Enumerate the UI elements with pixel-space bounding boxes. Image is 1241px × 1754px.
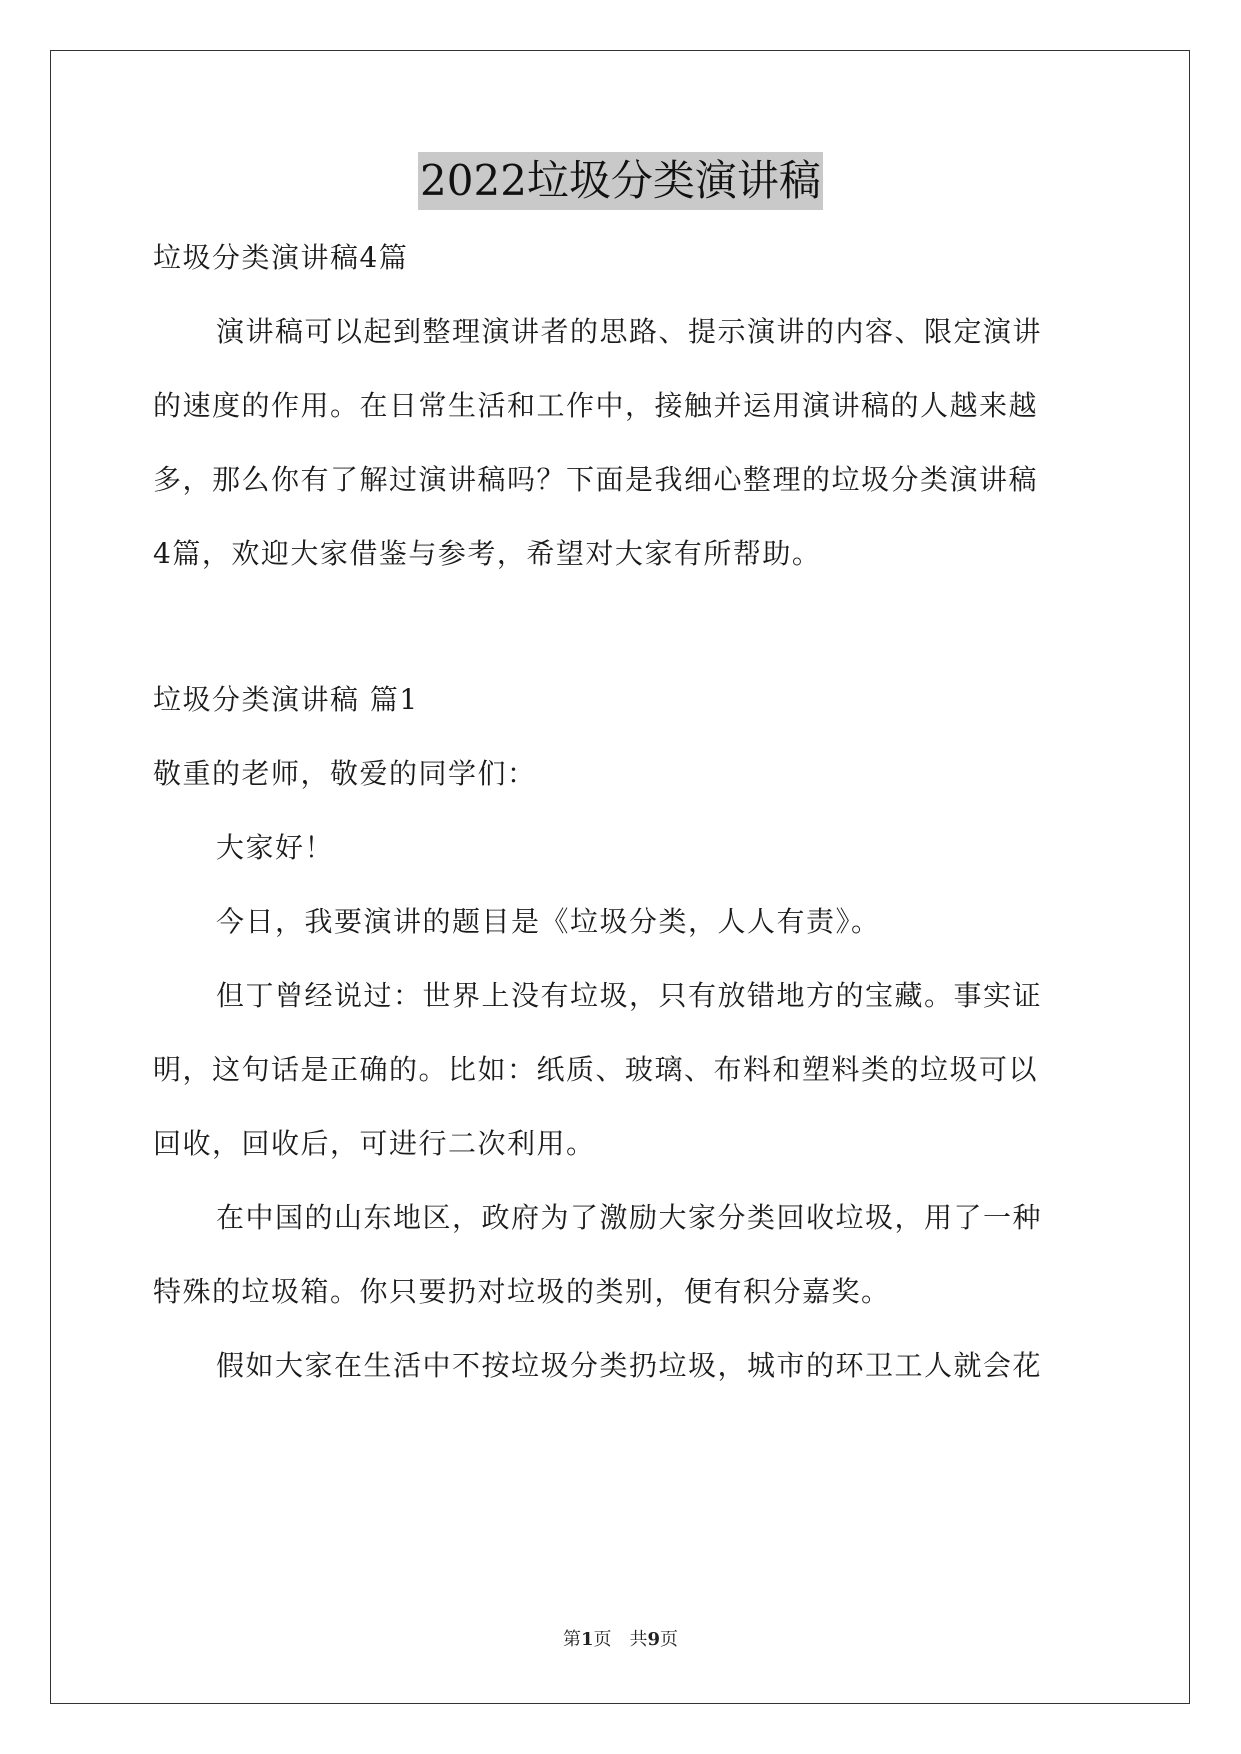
footer-mid: 页 共: [593, 1629, 648, 1650]
paragraph-line: 假如大家在生活中不按垃圾分类扔垃圾，城市的环卫工人就会花: [216, 1349, 1043, 1382]
subtitle-line: 垃圾分类演讲稿4篇: [153, 241, 409, 274]
current-page-number: 1: [580, 1629, 594, 1650]
document-title: 2022垃圾分类演讲稿: [418, 152, 823, 210]
paragraph-line: 在中国的山东地区，政府为了激励大家分类回收垃圾，用了一种: [216, 1201, 1043, 1234]
paragraph-line: 但丁曾经说过：世界上没有垃圾，只有放错地方的宝藏。事实证: [216, 979, 1043, 1012]
paragraph-line: 多，那么你有了解过演讲稿吗？下面是我细心整理的垃圾分类演讲稿: [153, 463, 1039, 496]
footer-prefix: 第: [562, 1629, 581, 1650]
paragraph-line: 明，这句话是正确的。比如：纸质、玻璃、布料和塑料类的垃圾可以: [153, 1053, 1039, 1086]
paragraph-line: 演讲稿可以起到整理演讲者的思路、提示演讲的内容、限定演讲: [216, 315, 1043, 348]
paragraph-line: 今日，我要演讲的题目是《垃圾分类，人人有责》。: [216, 905, 881, 938]
title-container: [0, 152, 1241, 210]
paragraph-line: 的速度的作用。在日常生活和工作中，接触并运用演讲稿的人越来越: [153, 389, 1039, 422]
salutation-line: 敬重的老师，敬爱的同学们：: [153, 757, 537, 790]
page-border: [50, 50, 1190, 1704]
footer-suffix: 页: [660, 1629, 679, 1650]
section-heading: 垃圾分类演讲稿 篇1: [153, 683, 419, 716]
greeting-line: 大家好！: [216, 831, 335, 864]
paragraph-line: 回收，回收后，可进行二次利用。: [153, 1127, 596, 1160]
page-footer: [0, 1628, 1241, 1652]
total-page-number: 9: [647, 1629, 661, 1650]
paragraph-line: 特殊的垃圾箱。你只要扔对垃圾的类别，便有积分嘉奖。: [153, 1275, 891, 1308]
paragraph-line: 4篇，欢迎大家借鉴与参考，希望对大家有所帮助。: [153, 537, 822, 570]
